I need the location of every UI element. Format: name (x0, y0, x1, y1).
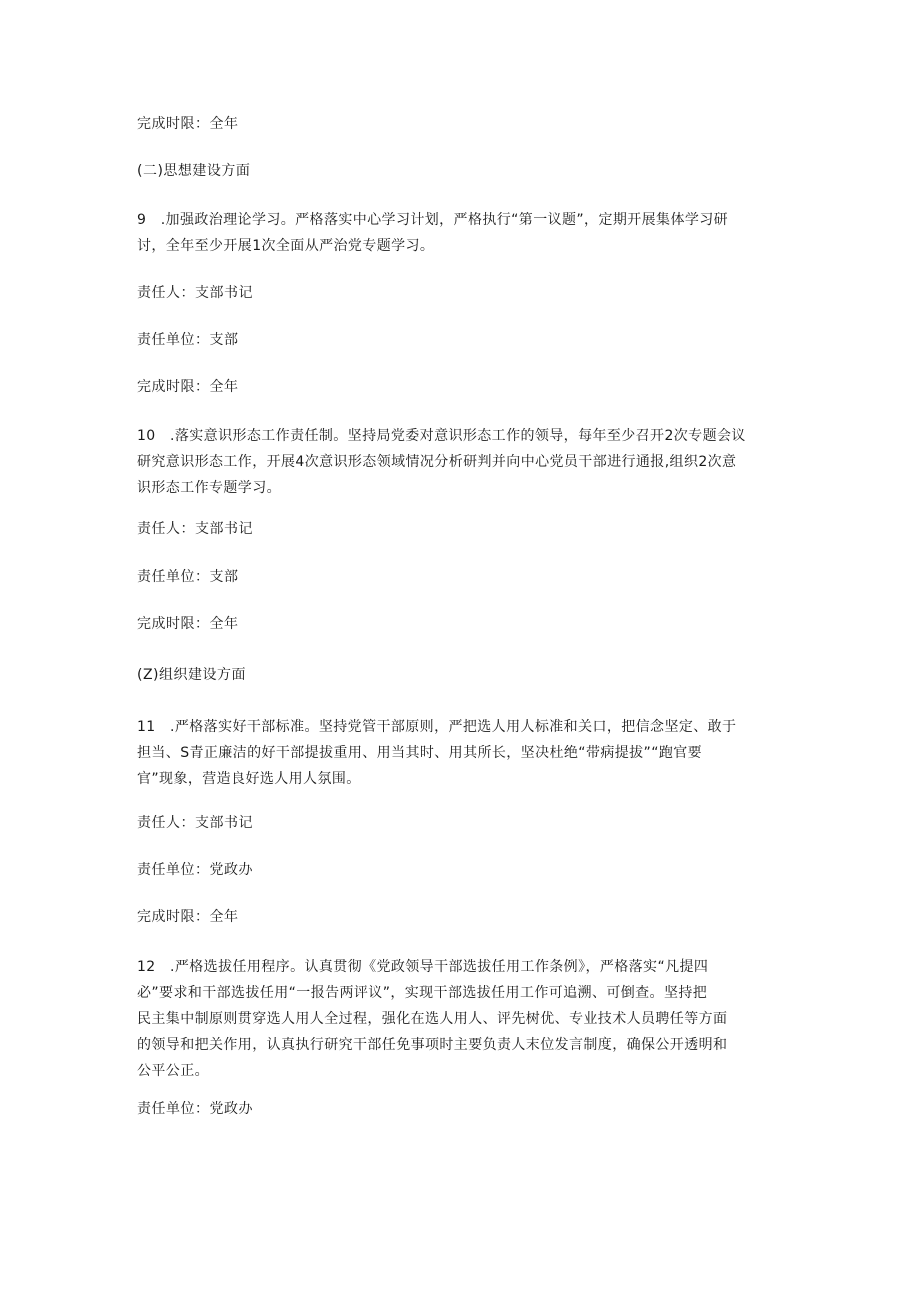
responsible-unit-line: 责任单位：党政办 (137, 1101, 253, 1117)
deadline-line: 完成时限：全年 (137, 909, 239, 925)
responsible-person-line: 责任人：支部书记 (137, 521, 253, 537)
item-9-line-1: 9 .加强政治理论学习。严格落实中心学习计划，严格执行“第一议题”，定期开展集体学习研 (137, 212, 729, 228)
responsible-person-line: 责任人：支部书记 (137, 815, 253, 831)
item-12-paragraph (137, 954, 789, 1084)
item-10-line-2: 研究意识形态工作，开展4次意识形态领域情况分析研判并向中心党员干部进行通报,组织2次意 (137, 454, 737, 470)
item-12-line-1: 12 .严格选拔任用程序。认真贯彻《党政领导干部选拔任用工作条例》，严格落实“凡提四 (137, 959, 709, 975)
item-10-paragraph (137, 423, 789, 501)
responsible-unit-line: 责任单位：支部 (137, 569, 239, 585)
item-10-line-3: 识形态工作专题学习。 (137, 480, 281, 496)
item-12-line-5: 公平公正。 (137, 1063, 209, 1079)
item-11-line-3: 官”现象，营造良好选人用人氛围。 (137, 771, 361, 787)
item-12-line-3: 民主集中制原则贯穿选人用人全过程，强化在选人用人、评先树优、专业技术人员聘任等方面 (137, 1011, 728, 1027)
section-heading-ideology: (二)思想建设方面 (137, 163, 251, 179)
item-11-line-1: 11 .严格落实好干部标准。坚持党管干部原则，严把选人用人标准和关口，把信念坚定、敢于 (137, 719, 737, 735)
responsible-person-line: 责任人：支部书记 (137, 285, 253, 301)
item-11-line-2: 担当、S青正廉洁的好干部提拔重用、用当其时、用其所长，坚决杜绝“带病提拔”“跑官要 (137, 745, 703, 761)
item-12-line-2: 必”要求和干部选拔任用“一报告两评议”，实现干部选拔任用工作可追溯、可倒查。坚持把 (137, 985, 708, 1001)
item-10-line-1: 10 .落实意识形态工作责任制。坚持局党委对意识形态工作的领导，每年至少召开2次专题会议 (137, 428, 746, 444)
item-9-line-2: 讨，全年至少开展1次全面从严治党专题学习。 (137, 238, 435, 254)
responsible-unit-line: 责任单位：党政办 (137, 862, 253, 878)
item-9-paragraph (137, 207, 789, 259)
item-11-paragraph (137, 714, 789, 792)
responsible-unit-line: 责任单位：支部 (137, 332, 239, 348)
section-heading-organization: (Z)组织建设方面 (137, 667, 247, 683)
deadline-line: 完成时限：全年 (137, 616, 239, 632)
deadline-line: 完成时限：全年 (137, 379, 239, 395)
deadline-line: 完成时限：全年 (137, 116, 239, 132)
item-12-line-4: 的领导和把关作用，认真执行研究干部任免事项时主要负责人末位发言制度，确保公开透明和 (137, 1037, 728, 1053)
